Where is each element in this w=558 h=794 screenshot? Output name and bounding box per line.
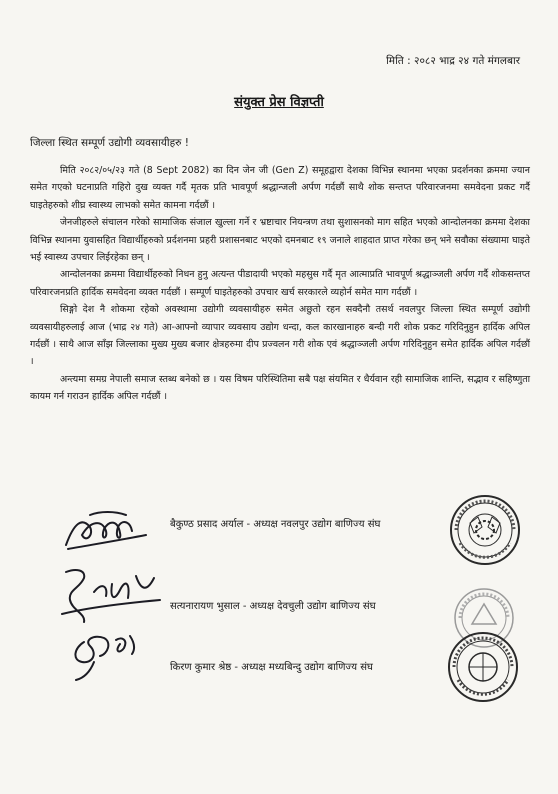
handwritten-signature-1 <box>60 505 150 553</box>
issue-date: मिति : २०८२ भाद्र २४ गते मंगलबार <box>386 55 520 67</box>
signatory-1-name: बैकुण्ठ प्रसाद अर्याल - अध्यक्ष नवलपुर उद्योग बाणिज्य संघ <box>170 519 381 530</box>
signatory-3-name: किरण कुमार श्रेष्ठ - अध्यक्ष मध्यबिन्दु उद्योग बाणिज्य संघ <box>170 662 373 673</box>
handwritten-signature-2 <box>56 564 166 626</box>
paragraph-2: जेनजीहरुले संचालन गरेको सामाजिक संजाल खुल्ला गर्ने र भ्रष्टाचार नियन्त्रण तथा सुशासनको माग सहित भएको आन्दोलनका क्रममा देशका विभिन्न स्थानमा युवासहित विद्यार्थीहरुको प्रर्दशनमा प्रहरी प्रशासनबाट भएको दमनबाट १९ जनाले शाहदात प्राप्त गरेका छन् भने सवौका संख्यामा घाइते भई स्वास्थ्य उपचार लिईरहेका छन् । <box>30 217 530 264</box>
paragraph-5: अन्त्यमा समग्र नेपाली समाज स्तब्ध बनेको छ । यस विषम परिस्थितिमा सबै पक्ष संयमित र धैर्यवान रही सामाजिक शान्ति, सद्भाव र सहिष्णुता कायम गर्न गराउन हार्दिक अपिल गर्दछौं । <box>30 373 530 403</box>
signatory-2-name: सत्यनारायण भुसाल - अध्यक्ष देवचुली उद्योग बाणिज्य संघ <box>170 601 376 612</box>
paragraph-1: मिति २०८२/०५/२३ गते (8 Sept 2082) का दिन जेन जी (Gen Z) समूहद्वारा देशका विभिन्न स्थानमा भएका प्रदर्शनका क्रममा ज्यान समेत गएको घटनाप्रति गहिरो दुख व्यक्त गर्दै मृतक प्रति भावपूर्ण श्रद्धान्जली अर्पण गर्दछौं साथै शोक सन्तप्त परिवारजनमा समवेदना प्रकट गर्दै घाइतेहरुको शीघ्र स्वास्थ्य लाभको समेत कामना गर्दछौं । <box>30 165 530 211</box>
paragraph-4: सिङ्गो देश नै शोकमा रहेको अवस्थामा उद्योगी व्यवसायीहरु समेत अछुतो रहन सक्दैनौ तसर्थ नवलपुर जिल्ला स्थित सम्पूर्ण उद्योगी व्यवसायीहरुलाई आज (भाद्र २४ गते) आ-आफ्नो व्यापार व्यवसाय उद्योग धन्दा, कल कारखानाहरु बन्दी गरी शोक प्रकट गरिदिनुहुन हार्दिक अपिल गर्दछौं । साथै आज साँझ जिल्लाका मुख्य मुख्य बजार क्षेत्रहरुमा दीप प्रज्वलन गरी शोक एवं श्रद्धाञ्जली अर्पण गरिदिनुहुन समेत हार्दिक अपिल गर्दछौं । <box>30 304 530 368</box>
seal-nawalpur-chamber <box>448 493 522 567</box>
salutation: जिल्ला स्थित सम्पूर्ण उद्योगी व्यवसायीहरु ! <box>30 137 189 149</box>
document-title: संयुक्त प्रेस विज्ञप्ती <box>234 95 324 110</box>
paragraph-3: आन्दोलनका क्रममा विद्यार्थीहरुको निधन हुनु अत्यन्त पीडादायी भएको महसुस गर्दै मृत आत्माप्रति भावपूर्ण श्रद्धाञ्जली अर्पण गर्दै शोकसन्तप्त परिवारजनप्रति हार्दिक समवेदना व्यक्त गर्दछौं । सम्पूर्ण घाइतेहरुको उपचार खर्च सरकारले व्यहोर्न समेत माग गर्दछौं । <box>30 269 530 298</box>
handwritten-signature-3 <box>64 626 154 684</box>
body-text <box>30 162 530 406</box>
seal-madhyabindu-chamber <box>446 630 520 704</box>
